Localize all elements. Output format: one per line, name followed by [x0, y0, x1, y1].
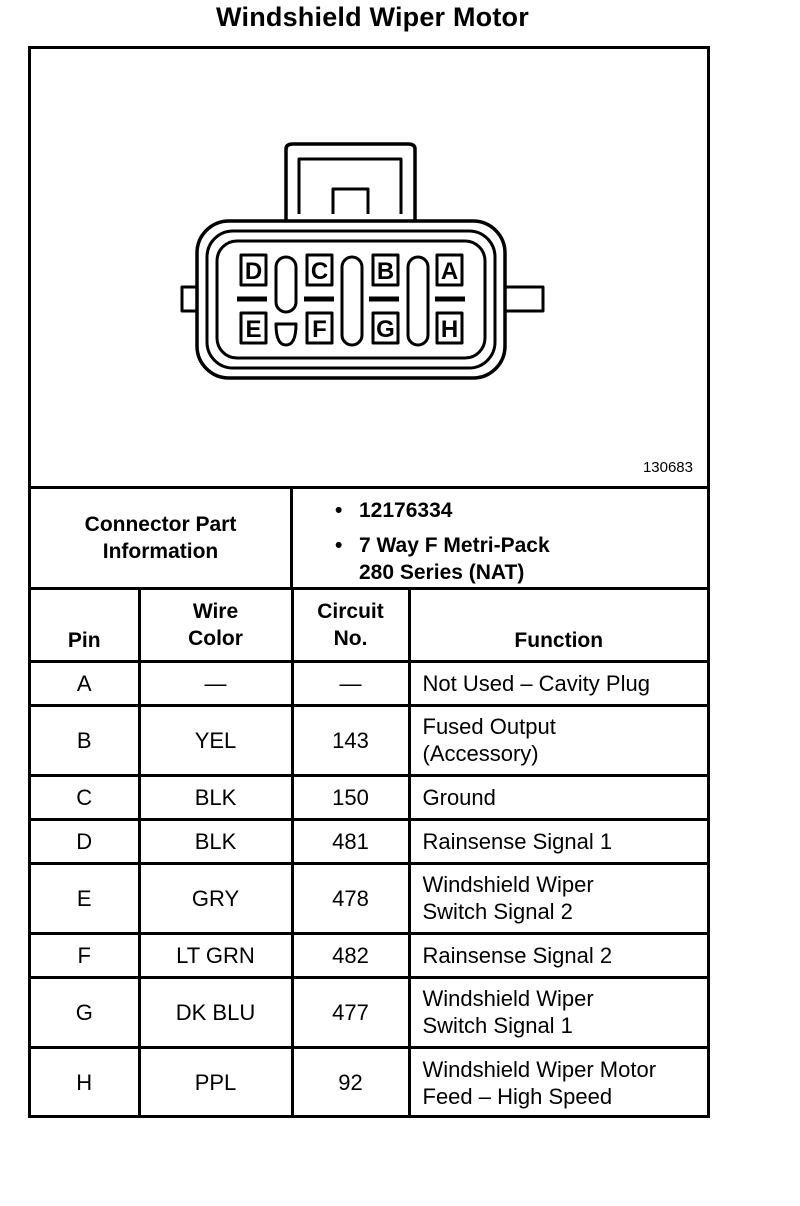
connector-info-label: [31, 489, 293, 587]
cell-wire-color: YEL: [139, 705, 292, 775]
cell-function-line1: Windshield Wiper: [422, 872, 594, 897]
cell-function-line1: Ground: [422, 784, 496, 810]
cavity-rib: [276, 257, 296, 312]
table-row: [31, 661, 707, 705]
cavity-rib: [342, 257, 362, 345]
pin-label-a: A: [440, 258, 459, 285]
bullet: •: [335, 534, 343, 557]
cell-function: [409, 1047, 707, 1117]
cell-circuit: 477: [292, 977, 409, 1047]
table-row: [31, 775, 707, 819]
cell-pin: B: [31, 705, 139, 775]
pin-label-g: G: [376, 316, 395, 343]
connector-type-line2: 280 Series (NAT): [359, 561, 525, 584]
pin-label-b: B: [376, 258, 395, 285]
cell-function: [409, 977, 707, 1047]
connector-info-label-line1: Connector Part: [84, 513, 237, 536]
connector-latch-slot: [333, 189, 368, 214]
cell-function: [409, 661, 707, 705]
cell-function-line1: Fused Output: [422, 714, 556, 739]
cavity-rib: [408, 257, 428, 345]
figure-number: 130683: [642, 459, 693, 476]
cell-wire-color: PPL: [139, 1047, 292, 1117]
connector-face-drawing: [31, 49, 707, 486]
cell-function: [409, 775, 707, 819]
pin-label-d: D: [244, 258, 263, 285]
cell-wire-color: GRY: [139, 863, 292, 933]
cell-circuit: 92: [292, 1047, 409, 1117]
cell-circuit: 143: [292, 705, 409, 775]
cell-pin: A: [31, 661, 139, 705]
cell-circuit: —: [292, 661, 409, 705]
cell-pin: H: [31, 1047, 139, 1117]
table-row: [31, 933, 707, 977]
cell-function-line2: Switch Signal 2: [422, 899, 573, 924]
cell-function: [409, 705, 707, 775]
header-pin: Pin: [31, 590, 139, 661]
cell-function: [409, 863, 707, 933]
cell-pin: F: [31, 933, 139, 977]
cell-wire-color: DK BLU: [139, 977, 292, 1047]
header-wire-color-line1: Wire: [192, 599, 239, 623]
connector-latch-inner: [299, 159, 401, 214]
cell-wire-color: LT GRN: [139, 933, 292, 977]
cell-function-line2: (Accessory): [422, 741, 539, 766]
header-function: Function: [409, 590, 707, 661]
bullet: •: [335, 499, 343, 522]
cell-wire-color: BLK: [139, 819, 292, 863]
cell-circuit: 482: [292, 933, 409, 977]
cell-circuit: 150: [292, 775, 409, 819]
cell-function-line1: Rainsense Signal 2: [422, 942, 613, 968]
header-circuit: [292, 590, 409, 661]
connector-latch: [286, 144, 415, 221]
connector-info-label-line2: Information: [102, 540, 219, 563]
pin-label-h: H: [440, 316, 459, 343]
cell-function-line1: Not Used – Cavity Plug: [422, 670, 650, 696]
connector-side-tab-left: [182, 287, 197, 311]
connector-part-info: [31, 486, 707, 590]
pin-label-e: E: [245, 316, 262, 343]
table-row: [31, 819, 707, 863]
cell-pin: E: [31, 863, 139, 933]
cell-wire-color: BLK: [139, 775, 292, 819]
cell-function-line1: Windshield Wiper: [422, 986, 594, 1011]
connector-info-list: [293, 489, 707, 587]
cell-function: [409, 933, 707, 977]
cell-circuit: 481: [292, 819, 409, 863]
table-row: [31, 863, 707, 933]
pin-label-f: F: [312, 316, 327, 343]
connector-diagram: [31, 49, 707, 486]
header-circuit-line1: Circuit: [317, 599, 384, 623]
table-header-row: [31, 590, 707, 661]
cell-wire-color: —: [139, 661, 292, 705]
cell-function-line1: Rainsense Signal 1: [422, 828, 613, 854]
table-row: [31, 705, 707, 775]
table-row: [31, 977, 707, 1047]
cell-function-line2: Switch Signal 1: [422, 1013, 573, 1038]
pinout-table: [31, 590, 707, 1117]
cavity-rib: [276, 324, 296, 345]
header-wire-color-line2: Color: [188, 626, 243, 650]
cell-circuit: 478: [292, 863, 409, 933]
connector-type-line1: 7 Way F Metri-Pack: [359, 534, 550, 557]
pin-label-c: C: [310, 258, 329, 285]
table-row: [31, 1047, 707, 1117]
cell-function-line2: Feed – High Speed: [422, 1083, 613, 1109]
cell-pin: C: [31, 775, 139, 819]
connector-side-tab-right: [505, 287, 543, 311]
header-circuit-line2: No.: [333, 626, 368, 650]
cell-pin: G: [31, 977, 139, 1047]
cell-pin: D: [31, 819, 139, 863]
cell-function: [409, 819, 707, 863]
part-number: 12176334: [359, 499, 453, 522]
page-title: Windshield Wiper Motor: [216, 2, 529, 32]
connector-sheet: [28, 46, 710, 1118]
cell-function-line1: Windshield Wiper Motor: [422, 1056, 657, 1082]
header-wire-color: [139, 590, 292, 661]
